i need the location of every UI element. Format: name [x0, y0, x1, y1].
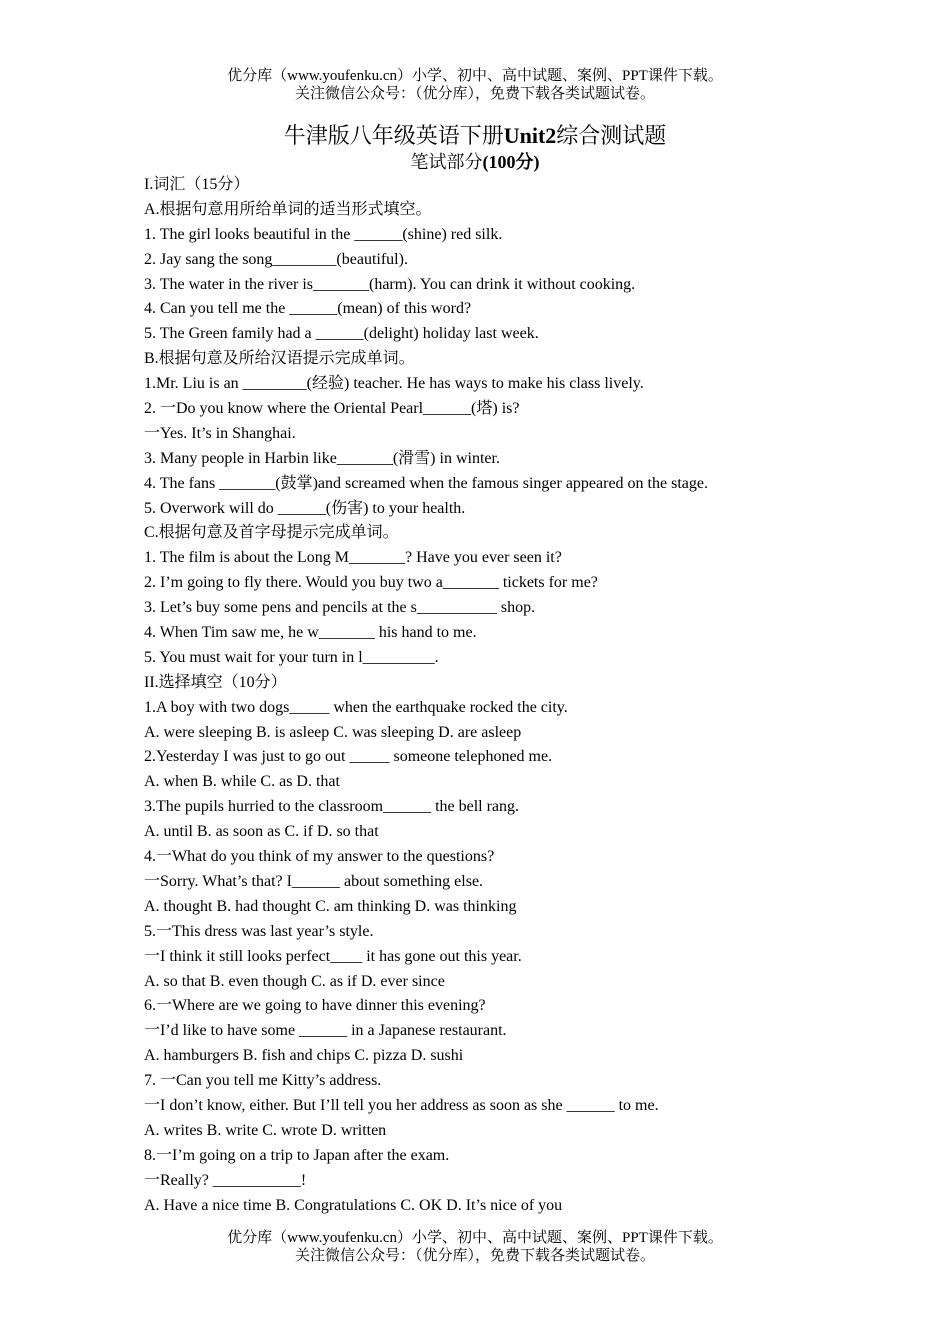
text-line: A. when B. while C. as D. that	[144, 773, 340, 791]
text-line: I.词汇（15分）	[144, 176, 250, 193]
header-line-2: 关注微信公众号：（优分库），免费下载各类试题试卷。	[294, 86, 655, 102]
text-line: 2. I’m going to fly there. Would you buy two a_______ tickets for me?	[144, 574, 598, 592]
text-line: 1.A boy with two dogs_____ when the earthquake rocked the city.	[144, 698, 568, 716]
text-line: 2. Jay sang the song________(beautiful).	[144, 250, 408, 268]
text-line: 5.一This dress was last year’s style.	[144, 922, 374, 940]
page-title	[0, 121, 950, 151]
text-line: 一Sorry. What’s that? I______ about something else.	[144, 872, 484, 890]
page-subtitle	[0, 151, 950, 173]
title-prefix: 牛津版八年级英语下册	[283, 123, 504, 148]
text-line: 3.The pupils hurried to the classroom______ the bell rang.	[144, 798, 520, 816]
title-suffix: 综合测试题	[556, 123, 667, 148]
text-line: A. writes B. write C. wrote D. written	[144, 1121, 387, 1139]
text-line: 5. The Green family had a ______(delight) holiday last week.	[144, 325, 539, 343]
text-line: 6.一Where are we going to have dinner this evening?	[144, 997, 486, 1015]
header-line-1: 优分库（www.youfenku.cn）小学、初中、高中试题、案例、PPT课件下载。	[227, 68, 723, 84]
text-line: B.根据句意及所给汉语提示完成单词。	[144, 350, 415, 368]
text-line: 4. Can you tell me the ______(mean) of this word?	[144, 300, 472, 318]
text-line: 一I don’t know, either. But I’ll tell you her address as soon as she ______ to me.	[144, 1096, 659, 1114]
text-line: A. were sleeping B. is asleep C. was sleeping D. are asleep	[144, 723, 522, 741]
text-line: 1. The film is about the Long M_______? Have you ever seen it?	[144, 549, 562, 567]
exam-content	[144, 173, 924, 1218]
text-line: 4.一What do you think of my answer to the questions?	[144, 848, 495, 866]
text-line: A. thought B. had thought C. am thinking D. was thinking	[144, 897, 517, 915]
text-line: A.根据句意用所给单词的适当形式填空。	[144, 200, 432, 218]
text-line: 5. You must wait for your turn in l_________.	[144, 648, 439, 666]
text-line: 一Really? ___________!	[144, 1171, 307, 1189]
title-unit: Unit2	[503, 123, 557, 148]
text-line: 3. Many people in Harbin like_______(滑雪) in winter.	[144, 449, 500, 467]
text-line: C.根据句意及首字母提示完成单词。	[144, 524, 399, 542]
text-line: 2.Yesterday I was just to go out _____ someone telephoned me.	[144, 748, 553, 766]
text-line: A. Have a nice time B. Congratulations C. OK D. It’s nice of you	[144, 1196, 563, 1214]
text-line: 一I’d like to have some ______ in a Japanese restaurant.	[144, 1022, 507, 1040]
text-line: 1. The girl looks beautiful in the ______(shine) red silk.	[144, 225, 503, 243]
subtitle-score: (100	[482, 152, 516, 172]
page-footer	[0, 1229, 950, 1265]
subtitle-suffix: 分)	[515, 152, 540, 172]
title-block	[0, 121, 950, 173]
text-line: II.选择填空（10分）	[144, 673, 287, 691]
text-line: 4. The fans _______(鼓掌)and screamed when the famous singer appeared on the stage.	[144, 474, 708, 492]
text-line: 2. 一Do you know where the Oriental Pearl______(塔) is?	[144, 400, 520, 418]
page-header	[0, 67, 950, 103]
text-line: 3. Let’s buy some pens and pencils at the s__________ shop.	[144, 599, 536, 617]
text-line: A. hamburgers B. fish and chips C. pizza D. sushi	[144, 1047, 464, 1065]
text-line: 1.Mr. Liu is an ________(经验) teacher. He has ways to make his class lively.	[144, 375, 644, 393]
footer-line-2: 关注微信公众号：（优分库），免费下载各类试题试卷。	[294, 1248, 655, 1264]
text-line: 一I think it still looks perfect____ it has gone out this year.	[144, 947, 522, 965]
footer-line-1: 优分库（www.youfenku.cn）小学、初中、高中试题、案例、PPT课件下载。	[227, 1230, 723, 1246]
subtitle-prefix: 笔试部分	[410, 152, 483, 172]
text-line: 3. The water in the river is_______(harm). You can drink it without cooking.	[144, 275, 636, 293]
text-line: A. until B. as soon as C. if D. so that	[144, 823, 379, 841]
text-line: 4. When Tim saw me, he w_______ his hand to me.	[144, 624, 477, 642]
text-line: 8.一I’m going on a trip to Japan after the exam.	[144, 1146, 450, 1164]
text-line: 7. 一Can you tell me Kitty’s address.	[144, 1072, 382, 1090]
text-line: 5. Overwork will do ______(伤害) to your health.	[144, 499, 466, 517]
text-line: A. so that B. even though C. as if D. ever since	[144, 972, 445, 990]
text-line: 一Yes. It’s in Shanghai.	[144, 424, 296, 442]
